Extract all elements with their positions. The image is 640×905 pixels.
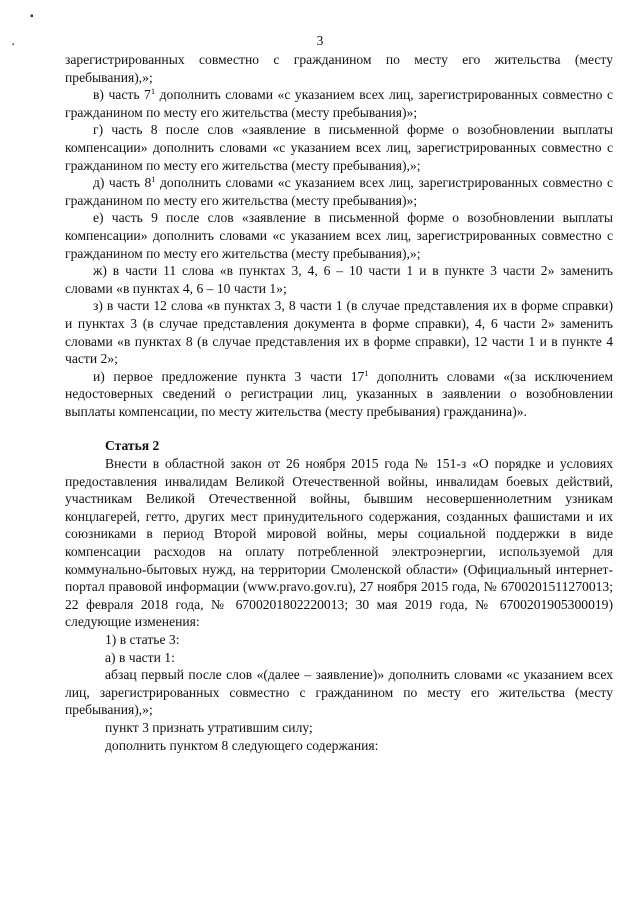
- paragraph: и) первое предложение пункта 3 части $17^1$ дополнить словами «(за исключением недостоверных сведений о регистрации лиц, указанных в заявлении о возобновлении выплаты компенсации, по месту жительства (месту пребывания) гражданина)».: [65, 367, 613, 419]
- scan-mark: ▪: [12, 42, 15, 48]
- paragraph: пункт 3 признать утратившим силу;: [105, 719, 313, 735]
- scan-mark: ▪: [30, 11, 34, 22]
- paragraph: абзац первый после слов «(далее – заявление)» дополнить словами «с указанием всех лиц, зарегистрированных совместно с гражданином по месту его жительства (месту пребывания),»;: [65, 667, 613, 718]
- paragraph: в) часть $7^1$ дополнить словами «с указанием всех лиц, зарегистрированных совместно с гражданином по месту его жительства (месту пребывания)»;: [65, 86, 613, 120]
- paragraph: д) часть $8^1$ дополнить словами «с указанием всех лиц, зарегистрированных совместно с гражданином по месту его жительства (месту пребывания)»;: [65, 174, 613, 208]
- page-number: 3: [316, 33, 324, 48]
- paragraph: 1) в статье 3:: [105, 632, 180, 647]
- paragraph: г) часть 8 после слов «заявление в письменной форме о возобновлении выплаты компенсации» дополнить словами «с указанием всех лиц, зарегистрированных совместно с гражданином по месту его жительства (месту пребывания),»;: [65, 122, 613, 173]
- article-heading: Статья 2: [105, 438, 160, 454]
- document-body: [65, 51, 613, 754]
- paragraph: зарегистрированных совместно с гражданином по месту его жительства (месту пребывания),»;: [65, 52, 613, 85]
- paragraph: з) в части 12 слова «в пунктах 3, 8 части 1 (в случае представления их в форме справки) и пунктах 3 (в случае представления документа в форме справки), 4, 6 части 2» заменить словами «в пунктах 8 (в случае представления их в форме справки), 12 части 1 и в пункте 4 части 2»;: [65, 298, 613, 367]
- paragraph: ж) в части 11 слова «в пунктах 3, 4, 6 – 10 части 1 и в пункте 3 части 2» заменить словами «в пунктах 4, 6 – 10 части 1»;: [65, 263, 613, 296]
- paragraph: Внести в областной закон от 26 ноября 2015 года № 151-з «О порядке и условиях предоставления инвалидам Великой Отечественной войны, инвалидам боевых действий, участникам Великой Отечественной войны, бывшим несовершеннолетним узникам концлагерей, гетто, других мест принудительного содержания, созданных фашистами и их союзниками в период Второй мировой войны, меры социальной поддержки в виде компенсации расходов на оплату потребленной электроэнергии, используемой для коммунально-бытовых нужд, на территории Смоленской области» (Официальный интернет-портал правовой информации (www.pravo.gov.ru), 27 ноября 2015 года, № 6700201511270013; 22 февраля 2018 года, № 6700201802220013; 30 мая 2019 года, № 6700201905300019) следующие изменения:: [65, 456, 613, 630]
- paragraph: е) часть 9 после слов «заявление в письменной форме о возобновлении выплаты компенсации» дополнить словами «с указанием всех лиц, зарегистрированных совместно с гражданином по месту его жительства (месту пребывания),»;: [65, 210, 613, 261]
- paragraph: дополнить пунктом 8 следующего содержания:: [105, 737, 379, 753]
- paragraph: а) в части 1:: [105, 649, 175, 665]
